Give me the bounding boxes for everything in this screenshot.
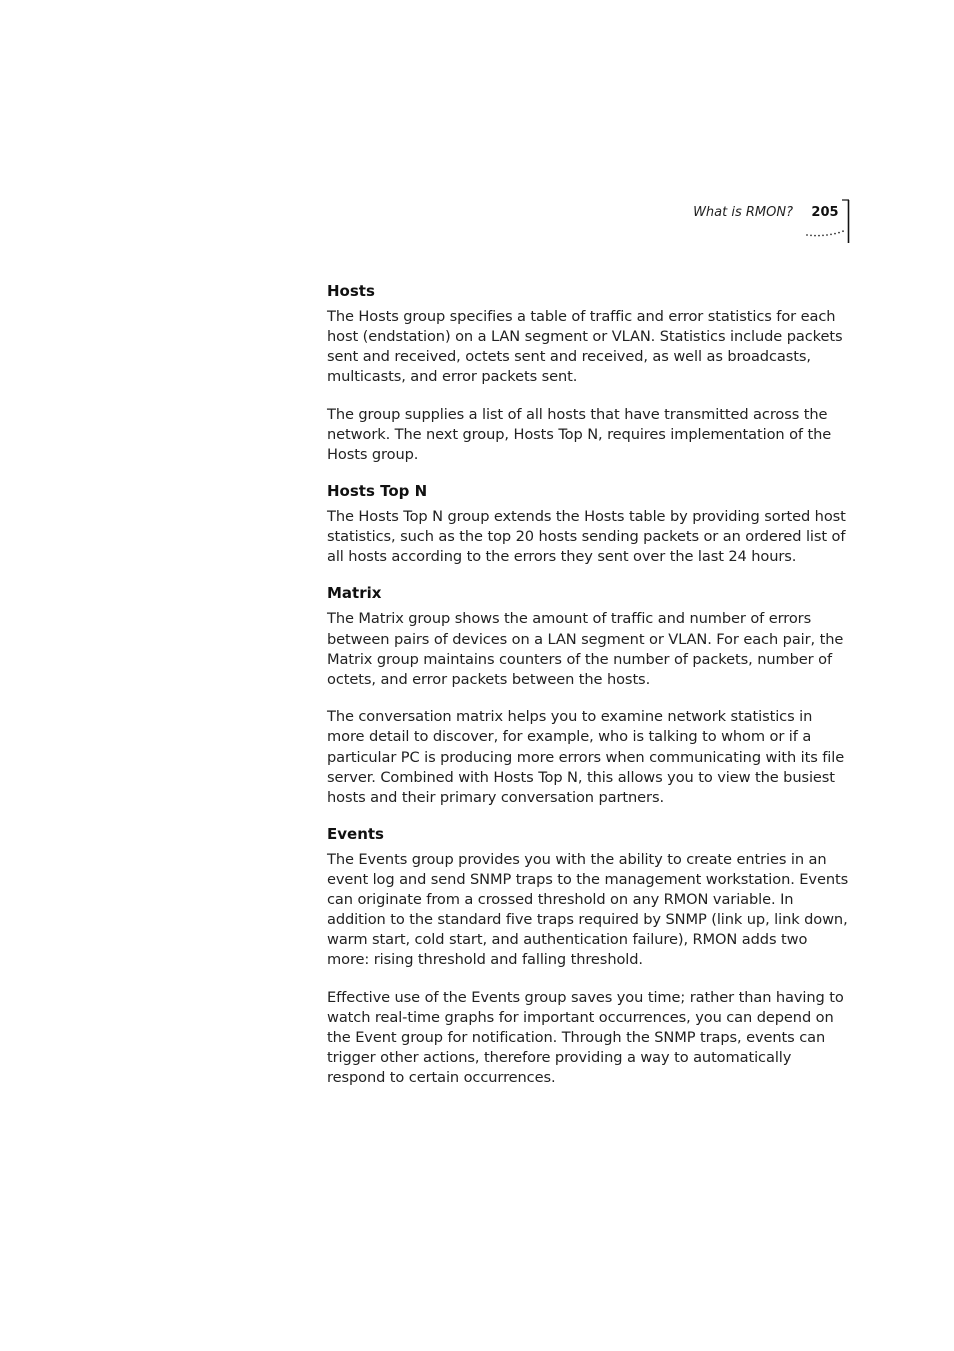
paragraph: The Hosts Top N group extends the Hosts table by providing sorted host statistics, such as the top 20 hosts sending packets or an ordered list of all hosts according to the errors they sent over the last 24 hours. (327, 508, 846, 566)
paragraph: The group supplies a list of all hosts that have transmitted across the network. The next group, Hosts Top N, requires implementation of the Hosts group. (327, 405, 832, 464)
page-corner-mark (804, 199, 850, 245)
paragraph: The Matrix group shows the amount of traffic and number of errors between pairs of devices on a LAN segment or VLAN. For each pair, the Matrix group maintains counters of the number of packets, number of octets, and error packets between the hosts. (327, 610, 844, 688)
paragraph: The Events group provides you with the ability to create entries in an event log and send SNMP traps to the management workstation. Events can originate from a crossed threshold on any RMON variable. In addition to the standard five traps required by SNMP (link up, link down, warm start, cold start, and authentication failure), RMON adds two more: rising threshold and falling threshold. (327, 850, 849, 969)
section-events (327, 824, 852, 1089)
section-hosts (327, 281, 852, 465)
section-matrix (327, 583, 852, 807)
running-head-title: What is RMON? (693, 205, 793, 220)
page-body (327, 281, 852, 1106)
section-hosts-top-n (327, 481, 852, 567)
section-heading: Hosts (327, 282, 375, 300)
section-heading: Hosts Top N (327, 482, 428, 501)
section-heading: Events (327, 824, 384, 843)
section-heading: Matrix (327, 584, 382, 603)
paragraph: The Hosts group specifies a table of traffic and error statistics for each host (endstation) on a LAN segment or VLAN. Statistics include packets sent and received, octets sent and received, as well as broadcasts, multicasts, and error packets sent. (327, 308, 843, 386)
page-number: 205 (811, 205, 839, 220)
paragraph: The conversation matrix helps you to examine network statistics in more detail to discover, for example, who is talking to whom or if a particular PC is producing more errors when communicating with its file server. Combined with Hosts Top N, this allows you to view the busiest hosts and their primary conversation partners. (327, 708, 845, 806)
paragraph: Effective use of the Events group saves you time; rather than having to watch real-time graphs for important occurrences, you can depend on the Event group for notification. Through the SNMP traps, events can trigger other actions, therefore providing a way to automatically respond to certain occurrences. (327, 988, 844, 1087)
